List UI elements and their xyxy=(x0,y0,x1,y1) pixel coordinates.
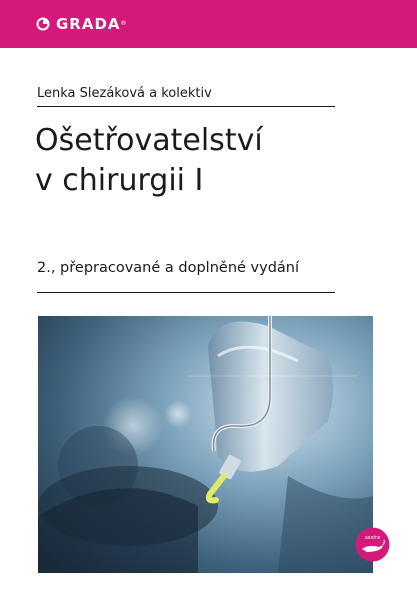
infusion-bag-photo xyxy=(38,316,373,573)
publisher-band xyxy=(0,0,417,48)
title-line-2: v chirurgii I xyxy=(35,163,204,198)
book-title xyxy=(35,121,395,201)
badge-label: sestra xyxy=(364,535,381,541)
cover-photo xyxy=(38,316,373,573)
grada-logo-icon xyxy=(36,17,50,31)
publisher-name: GRADA® xyxy=(56,15,127,33)
publisher-logo xyxy=(36,15,127,33)
divider-top xyxy=(37,106,335,107)
edition-note: 2., přepracované a doplněné vydání xyxy=(37,260,300,276)
sestra-badge xyxy=(355,527,390,562)
title-line-1: Ošetřovatelství xyxy=(35,123,263,158)
author-name: Lenka Slezáková a kolektiv xyxy=(37,86,212,101)
divider-bottom xyxy=(37,292,335,293)
